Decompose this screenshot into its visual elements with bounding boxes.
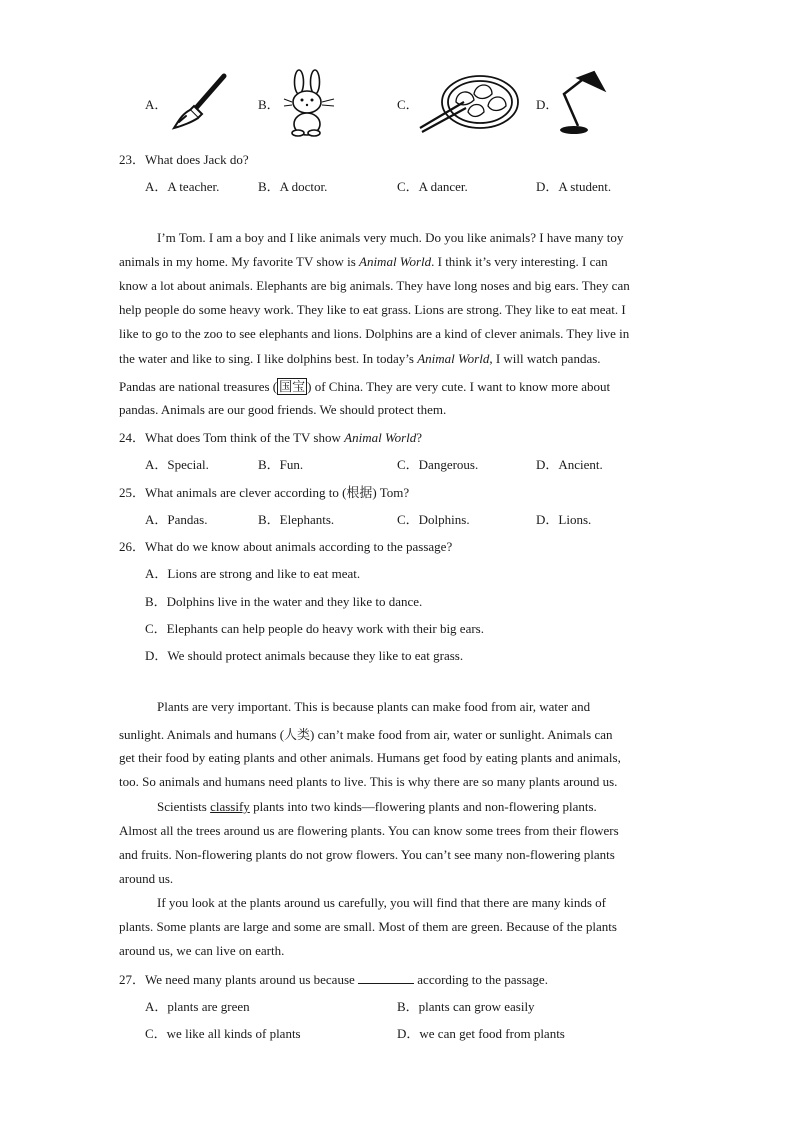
q25-option-b[interactable]: B．Elephants. [258, 512, 335, 527]
boxed-chinese-gloss: 国宝 [279, 379, 306, 394]
q26-option-b[interactable]: B．Dolphins live in the water and they like to dance. [145, 594, 423, 609]
passage-1-line: like to go to the zoo to see elephants and lions. Dolphins are a kind of clever animals. They live in [119, 326, 630, 341]
q27-option-d[interactable]: D．we can get food from plants [397, 1026, 565, 1041]
q25-option-a[interactable]: A．Pandas. [145, 512, 208, 527]
passage-1-line: I’m Tom. I am a boy and I like animals very much. Do you like animals? I have many toy [157, 230, 624, 245]
rabbit-icon [282, 68, 338, 138]
passage-2-line: Scientists classify plants into two kinds—flowering plants and non-flowering plants. [157, 799, 597, 814]
q25-option-c[interactable]: C．Dolphins. [397, 512, 470, 527]
q23-option-b[interactable]: B．A doctor. [258, 179, 328, 194]
passage-2-line: around us, we can live on earth. [119, 943, 285, 958]
passage-2-line: around us. [119, 871, 174, 886]
passage-1-line: animals in my home. My favorite TV show is Animal World. I think it’s very interesting. I can [119, 254, 608, 269]
q27-option-a[interactable]: A．plants are green [145, 999, 250, 1014]
q25-question: 25．What animals are clever according to (根据) Tom? [119, 485, 410, 500]
q24-question: 24．What does Tom think of the TV show Animal World? [119, 430, 423, 445]
q23-question: 23．What does Jack do? [119, 152, 249, 167]
q27-option-c[interactable]: C．we like all kinds of plants [145, 1026, 301, 1041]
passage-2-line: Almost all the trees around us are flowering plants. You can know some trees from their flowers [119, 823, 619, 838]
q25-option-d[interactable]: D．Lions. [536, 512, 592, 527]
underlined-word: classify [210, 799, 250, 814]
q22-option-a-letter: A． [145, 97, 168, 112]
desk-lamp-icon [558, 68, 608, 136]
passage-2-line: If you look at the plants around us carefully, you will find that there are many kinds of [157, 895, 606, 910]
passage-1-line: pandas. Animals are our good friends. We should protect them. [119, 402, 447, 417]
passage-1-line: the water and like to sing. I like dolphins best. In today’s Animal World, I will watch pandas. [119, 351, 601, 366]
q24-option-c[interactable]: C．Dangerous. [397, 457, 479, 472]
passage-2-line: sunlight. Animals and humans (人类) can’t make food from air, water or sunlight. Animals can [119, 727, 613, 742]
q26-option-d[interactable]: D．We should protect animals because they like to eat grass. [145, 648, 464, 663]
passage-2-line: and fruits. Non-flowering plants do not grow flowers. You can’t see many non-flowering plants [119, 847, 615, 862]
q24-option-d[interactable]: D．Ancient. [536, 457, 603, 472]
passage-1-line: help people do some heavy work. They like to eat grass. Lions are strong. They like to eat meat. I [119, 302, 626, 317]
q23-option-a[interactable]: A．A teacher. [145, 179, 220, 194]
q26-option-a[interactable]: A．Lions are strong and like to eat meat. [145, 566, 361, 581]
passage-2-line: get their food by eating plants and other animals. Humans get food by eating plants and animals, [119, 750, 621, 765]
tv-show-title: Animal World [417, 351, 490, 366]
paintbrush-icon [168, 72, 230, 132]
q22-option-c-letter: C． [397, 97, 419, 112]
answer-blank[interactable] [358, 971, 414, 984]
q27-option-b[interactable]: B．plants can grow easily [397, 999, 535, 1014]
passage-2-line: too. So animals and humans need plants to live. This is why there are so many plants around us. [119, 774, 618, 789]
passage-2-line: Plants are very important. This is because plants can make food from air, water and [157, 699, 591, 714]
q23-option-d[interactable]: D．A student. [536, 179, 612, 194]
q22-option-d-letter: D． [536, 97, 559, 112]
q27-question: 27．We need many plants around us because according to the passage. [119, 972, 548, 987]
q22-option-b-letter: B． [258, 97, 280, 112]
passage-1-line: Pandas are national treasures ( 国宝 ) of China. They are very cute. I want to know more about [119, 379, 611, 394]
passage-2-line: plants. Some plants are large and some are small. Most of them are green. Because of the plants [119, 919, 617, 934]
dumplings-bowl-icon [418, 72, 522, 134]
q26-question: 26．What do we know about animals according to the passage? [119, 539, 453, 554]
q24-option-b[interactable]: B．Fun. [258, 457, 304, 472]
q23-option-c[interactable]: C．A dancer. [397, 179, 468, 194]
q26-option-c[interactable]: C．Elephants can help people do heavy work with their big ears. [145, 621, 484, 636]
passage-1-line: know a lot about animals. Elephants are big animals. They have long noses and big ears. They can [119, 278, 630, 293]
tv-show-title: Animal World [359, 254, 432, 269]
q24-option-a[interactable]: A．Special. [145, 457, 209, 472]
